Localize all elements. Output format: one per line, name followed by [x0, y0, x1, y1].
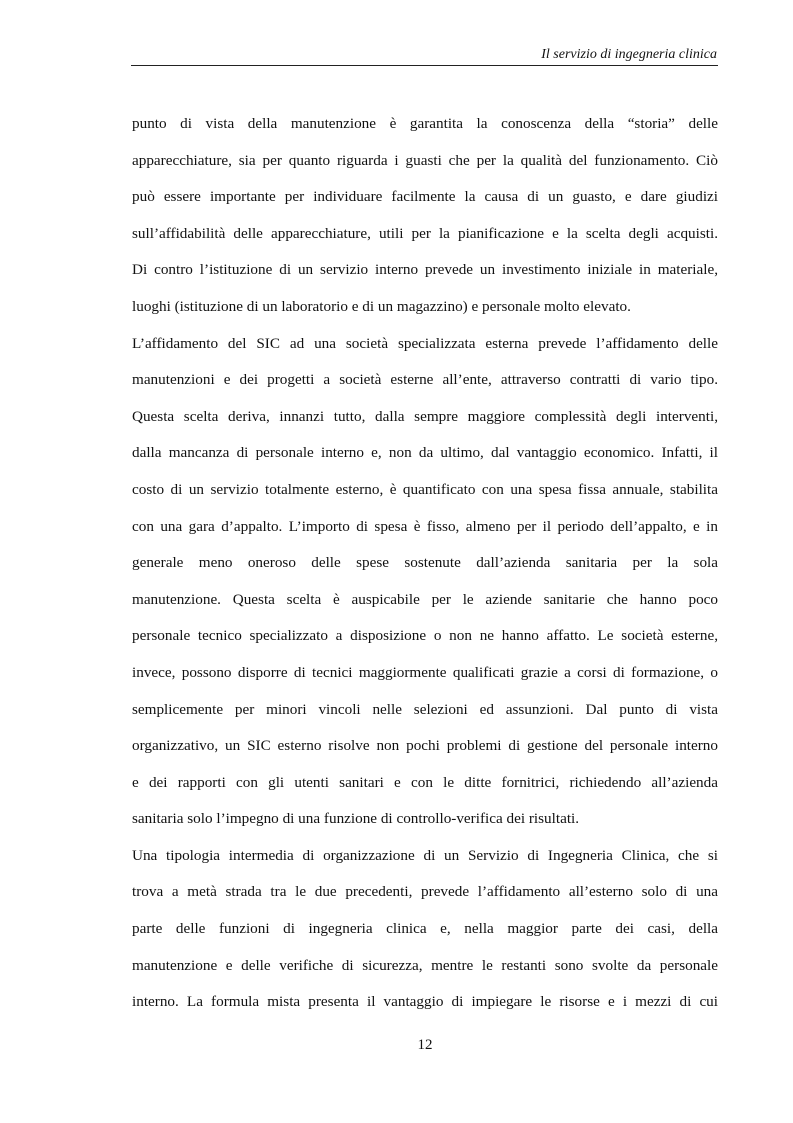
text-line: e dei rapporti con gli utenti sanitari e con le ditte fornitrici, richiedendo all’azienda [132, 773, 718, 791]
text-line: punto di vista della manutenzione è garantita la conoscenza della “storia” delle [132, 115, 718, 132]
text-line: semplicemente per minori vincoli nelle selezioni ed assunzioni. Dal punto di vista [132, 700, 718, 718]
text-line: con una gara d’appalto. L’importo di spesa è fisso, almeno per il periodo dell’appalto, e in [132, 517, 718, 535]
text-line: organizzativo, un SIC esterno risolve non pochi problemi di gestione del personale interno [132, 737, 718, 755]
text-line: trova a metà strada tra le due precedenti, prevede l’affidamento all’esterno solo di una [132, 883, 718, 901]
text-line: Di contro l’istituzione di un servizio interno prevede un investimento iniziale in materiale, [132, 261, 718, 279]
body-text [132, 110, 718, 1025]
text-line: parte delle funzioni di ingegneria clinica e, nella maggior parte dei casi, della [132, 920, 718, 938]
text-line: personale tecnico specializzato a disposizione o non ne hanno affatto. Le società esterne, [132, 627, 718, 645]
text-line: costo di un servizio totalmente esterno, è quantificato con una spesa fissa annuale, stabilita [132, 480, 718, 498]
text-line: dalla mancanza di personale interno e, non da ultimo, dal vantaggio economico. Infatti, il [132, 444, 718, 462]
text-line: L’affidamento del SIC ad una società specializzata esterna prevede l’affidamento delle [132, 334, 718, 352]
running-header-title: Il servizio di ingegneria clinica [541, 47, 717, 62]
text-line: luoghi (istituzione di un laboratorio e di un magazzino) e personale molto elevato. [132, 297, 631, 315]
header-divider [131, 65, 718, 66]
text-line: manutenzioni e dei progetti a società esterne all’ente, attraverso contratti di vario tipo. [132, 371, 718, 389]
text-line: sull’affidabilità delle apparecchiature, utili per la pianificazione e la scelta degli acquisti. [132, 224, 718, 242]
text-line: generale meno oneroso delle spese sostenute dall’azienda sanitaria per la sola [132, 554, 718, 572]
text-line: Una tipologia intermedia di organizzazione di un Servizio di Ingegneria Clinica, che si [132, 846, 718, 864]
page-number: 12 [417, 1037, 433, 1053]
text-line: invece, possono disporre di tecnici maggiormente qualificati grazie a corsi di formazione, o [132, 663, 718, 681]
text-line: può essere importante per individuare facilmente la causa di un guasto, e dare giudizi [132, 188, 718, 206]
text-line: interno. La formula mista presenta il vantaggio di impiegare le risorse e i mezzi di cui [132, 993, 718, 1011]
text-line: manutenzione. Questa scelta è auspicabile per le aziende sanitarie che hanno poco [132, 590, 718, 608]
text-line: apparecchiature, sia per quanto riguarda i guasti che per la qualità del funzionamento. Ciò [132, 151, 718, 169]
text-line: Questa scelta deriva, innanzi tutto, dalla sempre maggiore complessità degli interventi, [132, 407, 718, 425]
text-line: sanitaria solo l’impegno di una funzione di controllo-verifica dei risultati. [132, 810, 580, 828]
text-line: manutenzione e delle verifiche di sicurezza, mentre le restanti sono svolte da personale [132, 956, 718, 974]
